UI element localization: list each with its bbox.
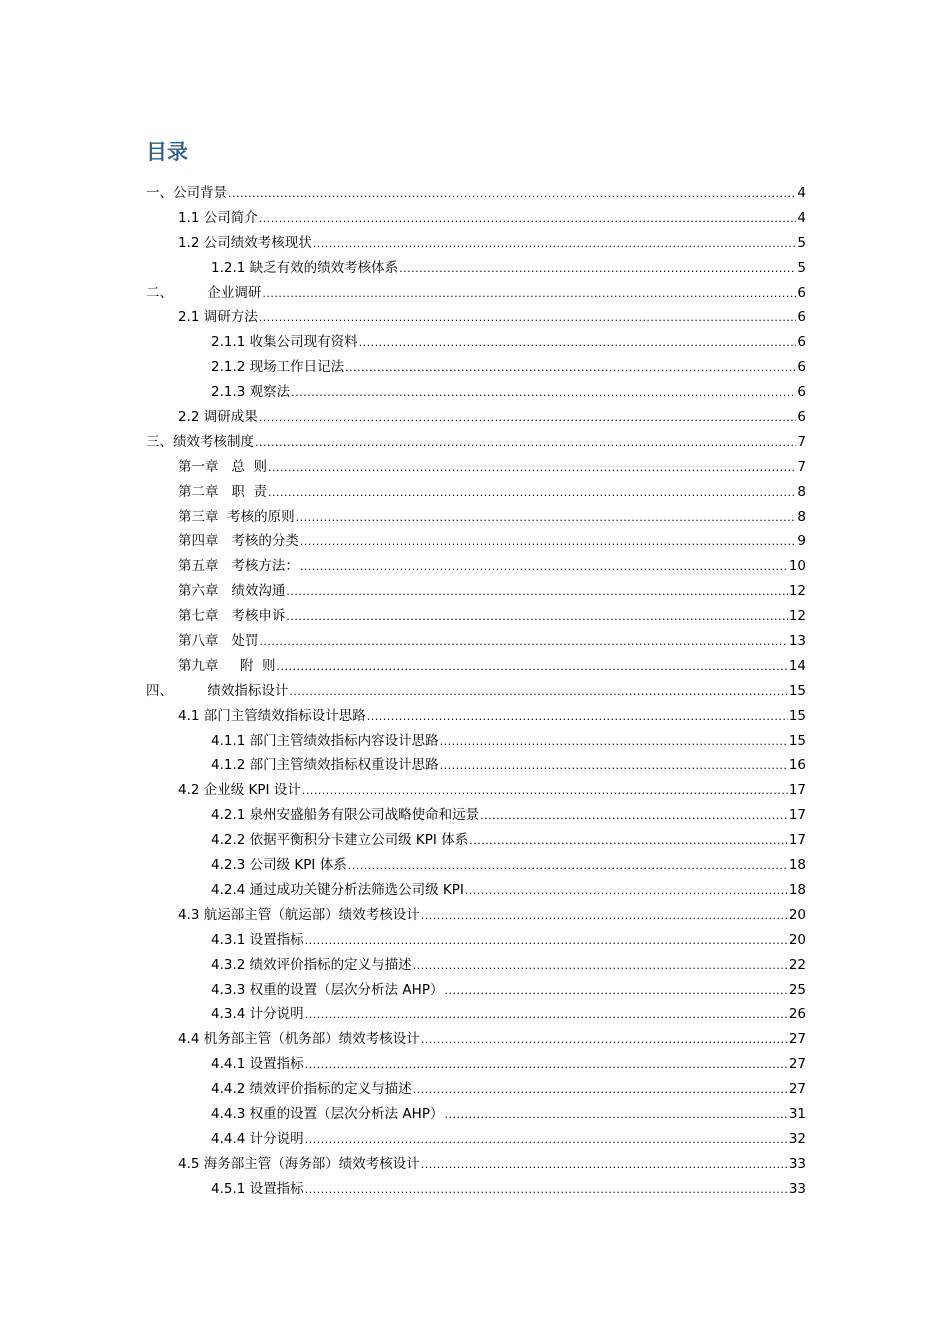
- toc-entry-text: 2.1.3 观察法: [211, 384, 291, 401]
- toc-entry[interactable]: [146, 1002, 806, 1027]
- toc-entry[interactable]: [146, 679, 806, 704]
- toc-entry[interactable]: [146, 505, 806, 530]
- toc-entry-page: 6: [797, 359, 806, 376]
- toc-entry[interactable]: [146, 281, 806, 306]
- toc-entry-page: 17: [788, 807, 806, 824]
- toc-leader-dots: [421, 904, 788, 929]
- toc-entry-text: 4.2.3 公司级 KPI 体系: [211, 857, 347, 874]
- toc-entry-text: 4.4 机务部主管（机务部）绩效考核设计: [178, 1031, 420, 1048]
- toc-entry[interactable]: [146, 828, 806, 853]
- toc-leader-dots: [413, 954, 788, 979]
- toc-entry[interactable]: [146, 853, 806, 878]
- toc-entry-page: 20: [788, 931, 806, 948]
- toc-entry[interactable]: [146, 978, 806, 1003]
- toc-entry-page: 7: [797, 458, 806, 475]
- toc-entry-text: 4.4.4 计分说明: [211, 1130, 304, 1147]
- toc-entry-text: 2.1.1 收集公司现有资料: [211, 334, 358, 351]
- toc-entry-text: 1.2 公司绩效考核现状: [178, 234, 312, 251]
- toc-entry[interactable]: [146, 231, 806, 256]
- toc-entry-text: 4.3.4 计分说明: [211, 1006, 304, 1023]
- toc-entry-page: 6: [797, 334, 806, 351]
- toc-entry[interactable]: [146, 928, 806, 953]
- toc-entry-text: 4.1.1 部门主管绩效指标内容设计思路: [211, 732, 439, 749]
- toc-entry-page: 32: [788, 1130, 806, 1147]
- toc-entry-page: 16: [788, 757, 806, 774]
- toc-leader-dots: [444, 979, 787, 1004]
- toc-leader-dots: [359, 331, 797, 356]
- toc-entry-page: 4: [797, 185, 806, 201]
- toc-entry-page: 6: [797, 309, 806, 326]
- toc-leader-dots: [286, 580, 787, 605]
- toc-entry-page: 17: [788, 782, 806, 799]
- toc-entry-page: 4: [797, 209, 806, 226]
- toc-entry-page: 25: [788, 981, 806, 998]
- toc-entry-text: 2.1 调研方法: [178, 309, 258, 326]
- toc-leader-dots: [305, 1128, 788, 1153]
- toc-entry[interactable]: [146, 654, 806, 679]
- toc-entry[interactable]: [146, 554, 806, 579]
- toc-leader-dots: [305, 1178, 788, 1203]
- toc-entry-text: 4.5 海务部主管（海务部）绩效考核设计: [178, 1155, 420, 1172]
- toc-entry[interactable]: [146, 1052, 806, 1077]
- toc-leader-dots: [300, 530, 797, 555]
- toc-entry[interactable]: [146, 181, 806, 206]
- toc-entry-text: 4.1 部门主管绩效指标设计思路: [178, 707, 366, 724]
- toc-entry-text: 2.2 调研成果: [178, 409, 258, 426]
- toc-entry-page: 15: [788, 707, 806, 724]
- toc-entry-text: 4.5.1 设置指标: [211, 1180, 304, 1197]
- toc-entry[interactable]: [146, 704, 806, 729]
- toc-leader-dots: [291, 381, 796, 406]
- toc-entry[interactable]: [146, 729, 806, 754]
- toc-leader-dots: [440, 730, 788, 755]
- toc-entry-page: 12: [788, 608, 806, 625]
- toc-entry[interactable]: [146, 430, 806, 455]
- toc-leader-dots: [259, 207, 797, 232]
- toc-entry-text: 4.2.1 泉州安盛船务有限公司战略使命和远景: [211, 807, 480, 824]
- toc-leader-dots: [444, 1103, 787, 1128]
- toc-entry[interactable]: [146, 529, 806, 554]
- toc-entry[interactable]: [146, 1027, 806, 1052]
- toc-entry-text: 第五章 考核方法：: [178, 558, 299, 575]
- toc-entry-page: 22: [788, 956, 806, 973]
- toc-entry-text: 1.1 公司简介: [178, 209, 258, 226]
- toc-entry-page: 27: [788, 1081, 806, 1098]
- toc-entry-page: 8: [797, 508, 806, 525]
- toc-entry[interactable]: [146, 256, 806, 281]
- toc-leader-dots: [413, 1078, 788, 1103]
- toc-leader-dots: [296, 506, 797, 531]
- toc-leader-dots: [313, 232, 797, 257]
- toc-entry-text: 4.2 企业级 KPI 设计: [178, 782, 301, 799]
- toc-leader-dots: [259, 630, 787, 655]
- toc-entry[interactable]: [146, 1077, 806, 1102]
- toc-entry-text: 二、 企业调研: [146, 284, 262, 301]
- toc-entry-page: 12: [788, 583, 806, 600]
- toc-entry[interactable]: [146, 629, 806, 654]
- toc-entry[interactable]: [146, 355, 806, 380]
- toc-entry-page: 18: [788, 857, 806, 874]
- toc-leader-dots: [440, 754, 788, 779]
- toc-leader-dots: [268, 481, 796, 506]
- toc-leader-dots: [228, 182, 796, 207]
- toc-entry-page: 15: [788, 732, 806, 749]
- toc-entry-text: 4.1.2 部门主管绩效指标权重设计思路: [211, 757, 439, 774]
- toc-entry-text: 第七章 考核申诉: [178, 608, 286, 625]
- toc-entry-page: 7: [797, 433, 806, 450]
- toc-leader-dots: [300, 555, 788, 580]
- toc-leader-dots: [465, 879, 788, 904]
- toc-entry-text: 4.3.1 设置指标: [211, 931, 304, 948]
- toc-leader-dots: [255, 431, 796, 456]
- toc-entry-text: 第二章 职 责: [178, 483, 267, 500]
- toc-leader-dots: [348, 854, 788, 879]
- toc-entry-text: 4.4.2 绩效评价指标的定义与描述: [211, 1081, 412, 1098]
- toc-entry-text: 4.3.2 绩效评价指标的定义与描述: [211, 956, 412, 973]
- toc-entry-text: 4.4.3 权重的设置（层次分析法 AHP）: [211, 1105, 444, 1122]
- toc-entry[interactable]: [146, 803, 806, 828]
- toc-entry-page: 33: [788, 1155, 806, 1172]
- toc-entry[interactable]: [146, 1177, 806, 1202]
- toc-entry-text: 第三章 考核的原则: [178, 508, 295, 525]
- toc-entry[interactable]: [146, 405, 806, 430]
- toc-leader-dots: [302, 779, 788, 804]
- toc-leader-dots: [289, 680, 787, 705]
- toc-entry-text: 第九章 附 则: [178, 657, 276, 674]
- toc-leader-dots: [259, 306, 797, 331]
- toc-entry-page: 6: [797, 284, 806, 301]
- toc-leader-dots: [305, 1003, 788, 1028]
- toc-entry-page: 15: [788, 682, 806, 699]
- toc-entry-text: 4.3 航运部主管（航运部）绩效考核设计: [178, 906, 420, 923]
- toc-leader-dots: [421, 1028, 788, 1053]
- toc-entry-page: 5: [797, 259, 806, 276]
- toc-entry-page: 13: [788, 633, 806, 650]
- toc-entry-text: 4.2.2 依据平衡积分卡建立公司级 KPI 体系: [211, 832, 469, 849]
- toc-entry-page: 27: [788, 1031, 806, 1048]
- toc-entry-text: 第四章 考核的分类: [178, 533, 299, 550]
- toc-entry[interactable]: [146, 380, 806, 405]
- toc-entry-page: 26: [788, 1006, 806, 1023]
- toc-entry-text: 4.2.4 通过成功关键分析法筛选公司级 KPI: [211, 881, 464, 898]
- toc-entry-page: 27: [788, 1056, 806, 1073]
- toc-entry-text: 第八章 处罚: [178, 633, 259, 650]
- toc-entry[interactable]: [146, 1127, 806, 1152]
- toc-entry-text: 四、 绩效指标设计: [146, 682, 289, 699]
- toc-entry[interactable]: [146, 878, 806, 903]
- toc-entry[interactable]: [146, 604, 806, 629]
- toc-entry-text: 4.3.3 权重的设置（层次分析法 AHP）: [211, 981, 444, 998]
- toc-entry[interactable]: [146, 1102, 806, 1127]
- toc-entry-text: 一、公司背景: [146, 185, 227, 201]
- toc-entry-text: 三、绩效考核制度: [146, 433, 254, 450]
- toc-entry-page: 20: [788, 906, 806, 923]
- toc-entry-page: 31: [788, 1105, 806, 1122]
- toc-entry-page: 5: [797, 234, 806, 251]
- toc-entry[interactable]: [146, 953, 806, 978]
- toc-leader-dots: [277, 655, 788, 680]
- toc-entry[interactable]: [146, 206, 806, 231]
- toc-leader-dots: [480, 804, 788, 829]
- toc-entry-page: 18: [788, 881, 806, 898]
- toc-leader-dots: [286, 605, 787, 630]
- toc-leader-dots: [421, 1153, 788, 1178]
- toc-leader-dots: [259, 406, 797, 431]
- toc-entry-page: 10: [788, 558, 806, 575]
- toc-entry[interactable]: [146, 480, 806, 505]
- toc-entry[interactable]: [146, 1152, 806, 1177]
- toc-entry-page: 14: [788, 657, 806, 674]
- toc-entry-text: 第一章 总 则: [178, 458, 267, 475]
- toc-entry[interactable]: [146, 305, 806, 330]
- toc-entry[interactable]: [146, 903, 806, 928]
- toc-leader-dots: [399, 257, 796, 282]
- toc-entry-text: 第六章 绩效沟通: [178, 583, 286, 600]
- toc-leader-dots: [305, 1053, 788, 1078]
- toc-entry-page: 6: [797, 384, 806, 401]
- toc-leader-dots: [268, 456, 796, 481]
- toc-entry-page: 6: [797, 409, 806, 426]
- toc-entry-text: 1.2.1 缺乏有效的绩效考核体系: [211, 259, 399, 276]
- toc-entry-page: 8: [797, 483, 806, 500]
- toc-entry[interactable]: [146, 330, 806, 355]
- toc-entry-text: 2.1.2 现场工作日记法: [211, 359, 345, 376]
- toc-leader-dots: [367, 705, 788, 730]
- toc-leader-dots: [305, 929, 788, 954]
- toc-entry[interactable]: [146, 753, 806, 778]
- toc-entry-page: 9: [797, 533, 806, 550]
- toc-title: 目录: [146, 140, 188, 164]
- toc-leader-dots: [345, 356, 796, 381]
- toc-entry[interactable]: [146, 455, 806, 480]
- toc-entry[interactable]: [146, 579, 806, 604]
- toc-entry-page: 33: [788, 1180, 806, 1197]
- toc-leader-dots: [469, 829, 788, 854]
- toc-entry[interactable]: [146, 778, 806, 803]
- toc-leader-dots: [262, 282, 796, 307]
- toc-list: [146, 181, 806, 1202]
- toc-entry-page: 17: [788, 832, 806, 849]
- toc-entry-text: 4.4.1 设置指标: [211, 1056, 304, 1073]
